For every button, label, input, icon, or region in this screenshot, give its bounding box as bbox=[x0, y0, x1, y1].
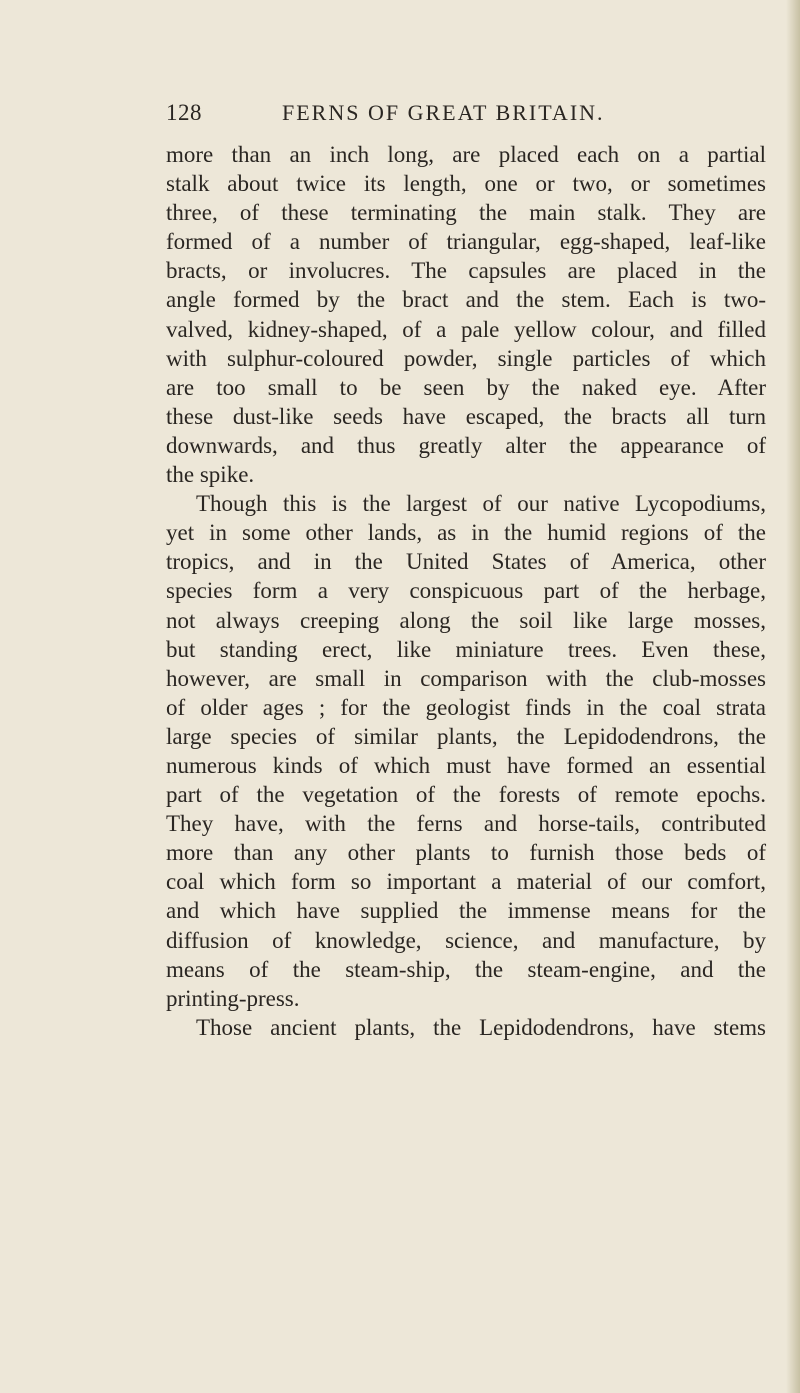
paragraph-first-line: Though this is the largest of our native Lycopodiums, bbox=[196, 491, 766, 517]
text-line: with sulphur-coloured powder, single particles of which bbox=[166, 345, 766, 371]
text-line: not always creeping along the soil like large mosses, bbox=[166, 607, 766, 633]
page-header bbox=[166, 100, 766, 134]
text-line: coal which form so important a material of our comfort, bbox=[166, 869, 766, 895]
text-line: however, are small in comparison with the club-mosses bbox=[166, 665, 766, 691]
text-line: these dust-like seeds have escaped, the bracts all turn bbox=[166, 403, 766, 429]
text-line: printing-press. bbox=[166, 985, 300, 1011]
text-line: diffusion of knowledge, science, and manufacture, by bbox=[166, 927, 766, 953]
text-line: tropics, and in the United States of America, other bbox=[166, 549, 766, 575]
text-line: means of the steam-ship, the steam-engine, and the bbox=[166, 956, 766, 982]
text-line: and which have supplied the immense means for the bbox=[166, 898, 766, 924]
body-text bbox=[166, 140, 766, 1042]
text-line: species form a very conspicuous part of the herbage, bbox=[166, 578, 766, 604]
text-line: They have, with the ferns and horse-tails, contributed bbox=[166, 811, 766, 837]
text-line: three, of these terminating the main stalk. They are bbox=[166, 200, 766, 226]
page-edge-shadow bbox=[786, 0, 800, 1393]
text-line: downwards, and thus greatly alter the appearance of bbox=[166, 432, 766, 458]
text-line: numerous kinds of which must have formed an essential bbox=[166, 752, 766, 778]
text-line: large species of similar plants, the Lepidodendrons, the bbox=[166, 723, 766, 749]
page-number: 128 bbox=[166, 100, 202, 125]
text-line: the spike. bbox=[166, 462, 255, 488]
text-line: more than an inch long, are placed each on a partial bbox=[166, 142, 766, 167]
text-line: angle formed by the bract and the stem. Each is two- bbox=[166, 287, 766, 313]
text-line: more than any other plants to furnish those beds of bbox=[166, 840, 766, 866]
text-line: bracts, or involucres. The capsules are placed in the bbox=[166, 258, 766, 284]
text-line: are too small to be seen by the naked eye. After bbox=[166, 374, 766, 400]
text-line: valved, kidney-shaped, of a pale yellow colour, and filled bbox=[166, 316, 766, 342]
text-line: part of the vegetation of the forests of remote epochs. bbox=[166, 782, 766, 808]
text-line: of older ages ; for the geologist finds in the coal strata bbox=[166, 694, 766, 720]
paragraph-first-line: Those ancient plants, the Lepidodendrons, have stems bbox=[196, 1014, 766, 1040]
text-line: stalk about twice its length, one or two, or sometimes bbox=[166, 171, 766, 197]
text-line: formed of a number of triangular, egg-shaped, leaf-like bbox=[166, 229, 766, 255]
running-title: FERNS OF GREAT BRITAIN. bbox=[282, 100, 605, 125]
text-line: yet in some other lands, as in the humid regions of the bbox=[166, 520, 766, 546]
text-line: but standing erect, like miniature trees. Even these, bbox=[166, 636, 766, 662]
